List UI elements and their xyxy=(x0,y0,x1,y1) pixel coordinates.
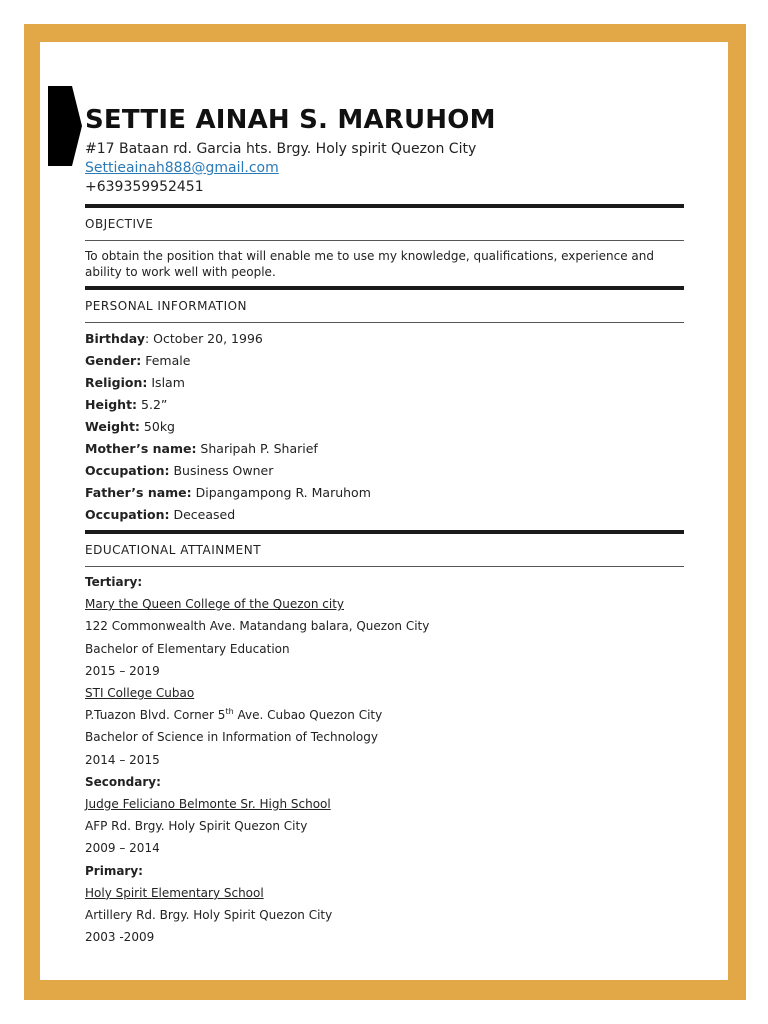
school-name: Mary the Queen College of the Quezon city xyxy=(85,597,345,612)
info-row-height: Height: 5.2” xyxy=(85,397,168,412)
primary-label: Primary: xyxy=(85,863,143,878)
education-heading: EDUCATIONAL ATTAINMENT xyxy=(85,543,262,557)
info-row-mothers-name: Mother’s name: Sharipah P. Sharief xyxy=(85,441,318,456)
tertiary-label: Tertiary: xyxy=(85,575,143,589)
objective-text: To obtain the position that will enable me to use my knowledge, qualifications, experience and ability to work well with people. xyxy=(85,249,654,279)
email-link[interactable]: Settieainah888@gmail.com xyxy=(85,160,279,176)
degree: Bachelor of Elementary Education xyxy=(85,641,290,656)
resume-header xyxy=(85,100,684,197)
school-name: STI College Cubao xyxy=(85,686,195,701)
school-address: P.Tuazon Blvd. Corner 5th Ave. Cubao Quezon City xyxy=(85,707,383,723)
resume-content xyxy=(85,100,684,948)
school-years: 2015 – 2019 xyxy=(85,663,160,678)
info-row-mothers-occupation: Occupation: Business Owner xyxy=(85,463,274,478)
personal-info-list xyxy=(85,323,684,530)
school-name: Holy Spirit Elementary School xyxy=(85,885,264,900)
school-years: 2014 – 2015 xyxy=(85,752,160,767)
personal-info-heading: PERSONAL INFORMATION xyxy=(85,299,248,313)
address-line: #17 Bataan rd. Garcia hts. Brgy. Holy spirit Quezon City xyxy=(85,141,477,157)
info-row-weight: Weight: 50kg xyxy=(85,419,175,434)
school-address: 122 Commonwealth Ave. Matandang balara, Quezon City xyxy=(85,619,430,634)
info-row-fathers-name: Father’s name: Dipangampong R. Maruhom xyxy=(85,485,371,500)
education-list xyxy=(85,567,684,948)
school-years: 2003 -2009 xyxy=(85,930,155,945)
school-address: AFP Rd. Brgy. Holy Spirit Quezon City xyxy=(85,819,308,834)
info-row-gender: Gender: Female xyxy=(85,353,191,368)
phone-number: +639359952451 xyxy=(85,179,204,195)
info-row-religion: Religion: Islam xyxy=(85,375,185,390)
page-frame xyxy=(24,24,746,1000)
resume-page xyxy=(40,42,728,980)
degree: Bachelor of Science in Information of Technology xyxy=(85,730,378,745)
school-years: 2009 – 2014 xyxy=(85,841,160,856)
school-name: Judge Feliciano Belmonte Sr. High School xyxy=(85,797,331,812)
name-marker-tab xyxy=(48,86,84,166)
secondary-label: Secondary: xyxy=(85,774,161,789)
objective-heading: OBJECTIVE xyxy=(85,217,154,231)
info-row-birthday: Birthday: October 20, 1996 xyxy=(85,331,263,346)
school-address: Artillery Rd. Brgy. Holy Spirit Quezon City xyxy=(85,908,333,923)
info-row-fathers-occupation: Occupation: Deceased xyxy=(85,507,236,522)
applicant-name: SETTIE AINAH S. MARUHOM xyxy=(85,105,496,135)
